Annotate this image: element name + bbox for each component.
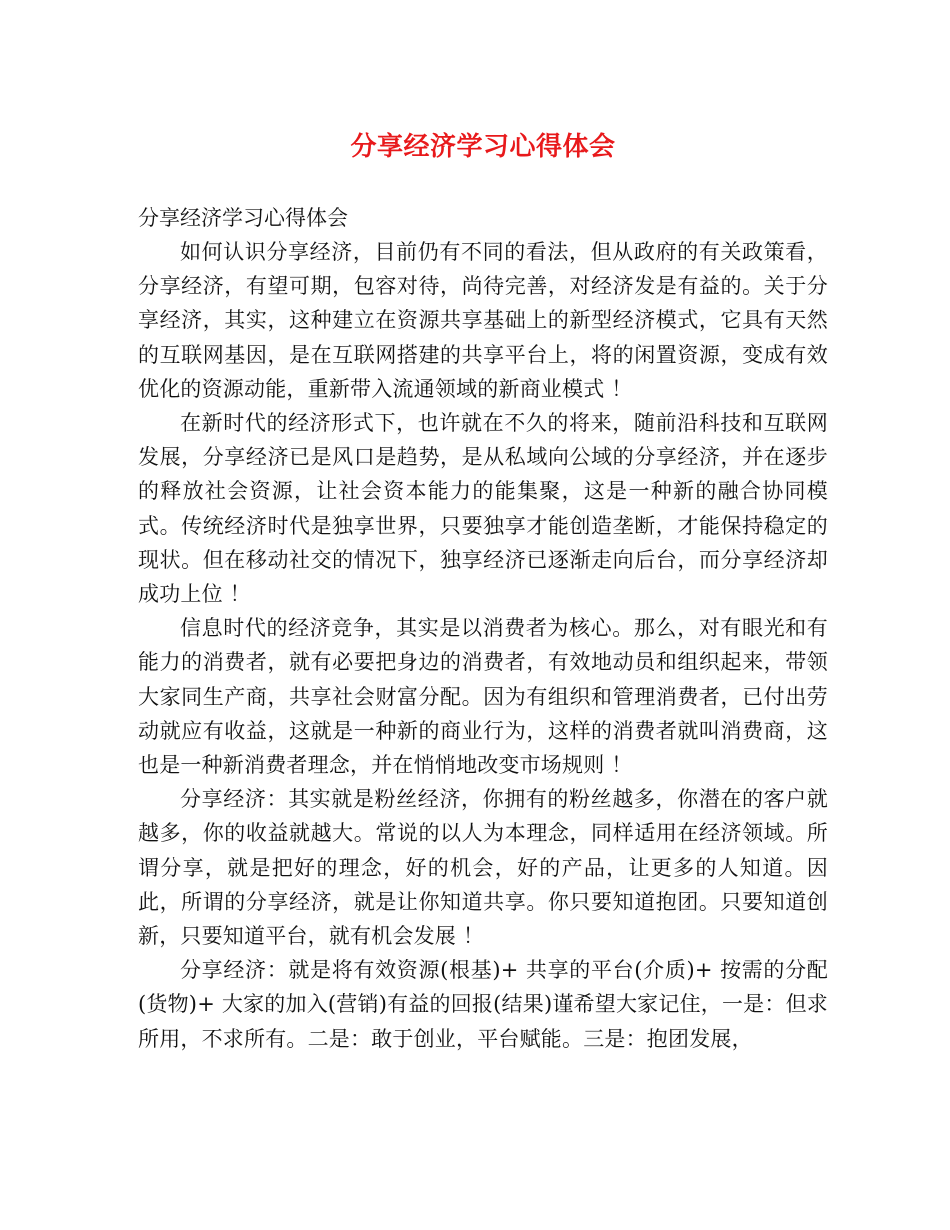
paragraph-1: 如何认识分享经济，目前仍有不同的看法，但从政府的有关政策看，分享经济，有望可期，包容对待，尚待完善，对经济发是有益的。关于分享经济，其实，这种建立在资源共享基础上的新型经济模式，它具有天然的互联网基因，是在互联网搭建的共享平台上，将的闲置资源，变成有效优化的资源动能，重新带入流通领域的新商业模式 ！ bbox=[138, 240, 828, 401]
paragraph-2: 在新时代的经济形式下，也许就在不久的将来，随前沿科技和互联网发展，分享经济已是风口是趋势，是从私域向公域的分享经济，并在逐步的释放社会资源，让社会资本能力的能集聚，这是一种新的融合协同模式。传统经济时代是独享世界，只要独享才能创造垄断，才能保持稳定的现状。但在移动社交的情况下，独享经济已逐渐走向后台，而分享经济却成功上位 ！ bbox=[138, 411, 828, 607]
document-subtitle: 分享经济学习心得体会 bbox=[138, 206, 348, 230]
document-title: 分享经济学习心得体会 bbox=[350, 132, 616, 162]
paragraph-3: 信息时代的经济竞争，其实是以消费者为核心。那么，对有眼光和有能力的消费者，就有必要把身边的消费者，有效地动员和组织起来，带领大家同生产商，共享社会财富分配。因为有组织和管理消费者，已付出劳动就应有收益，这就是一种新的商业行为，这样的消费者就叫消费商，这也是一种新消费者理念，并在悄悄地改变市场规则 ！ bbox=[138, 616, 828, 778]
paragraph-4: 分享经济：其实就是粉丝经济，你拥有的粉丝越多，你潜在的客户就越多，你的收益就越大。常说的以人为本理念，同样适用在经济领域。所谓分享，就是把好的理念，好的机会，好的产品，让更多的人知道。因此，所谓的分享经济，就是让你知道共享。你只要知道抱团。只要知道创新，只要知道平台，就有机会发展 ！ bbox=[138, 787, 828, 949]
paragraph-5: 分享经济：就是将有效资源(根基)+ 共享的平台(介质)+ 按需的分配(货物)+ 大家的加入(营销)有益的回报(结果)谨希望大家记住，一是：但求所用，不求所有。二是：敢于创业，平台赋能。三是：抱团发展， bbox=[138, 958, 828, 1051]
